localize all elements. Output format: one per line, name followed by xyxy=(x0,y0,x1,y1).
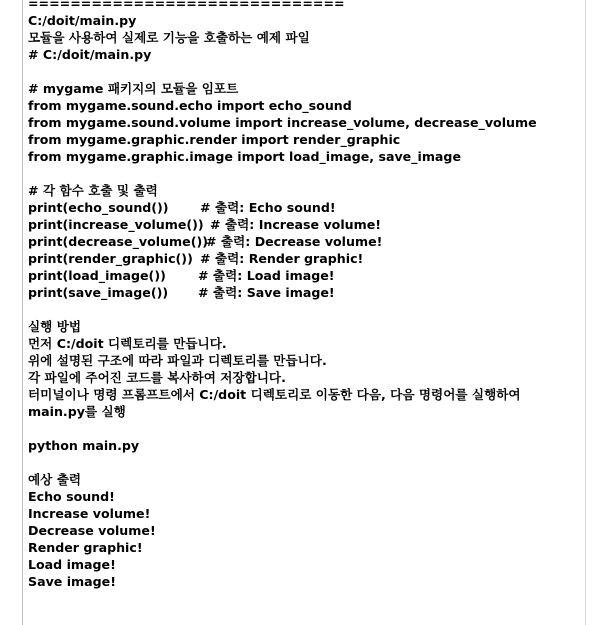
gutter-divider xyxy=(22,0,23,625)
code-line xyxy=(28,267,583,284)
code-line xyxy=(28,233,583,250)
text-line: 모듈을 사용하여 실제로 기능을 호출하는 예제 파일 xyxy=(28,30,310,45)
text-line: ============================== xyxy=(28,0,345,11)
text-line: 먼저 C:/doit 디렉토리를 만듭니다. xyxy=(28,336,227,351)
blank-line xyxy=(28,63,583,80)
text-line: Decrease volume! xyxy=(28,523,156,538)
inline-comment: # 출력: Increase volume! xyxy=(210,217,382,232)
document-body[interactable] xyxy=(28,0,583,590)
blank-line xyxy=(28,454,583,471)
text-line: 예상 출력 xyxy=(28,472,82,487)
text-line: 실행 방법 xyxy=(28,319,82,334)
code-line: python main.py xyxy=(28,438,140,453)
text-line: Load image! xyxy=(28,557,116,572)
code-text: print(decrease_volume()) xyxy=(28,234,208,249)
right-margin-line xyxy=(585,0,586,625)
inline-comment: # 출력: Decrease volume! xyxy=(206,234,383,249)
blank-line xyxy=(28,165,583,182)
code-text: print(load_image()) xyxy=(28,268,166,283)
code-line xyxy=(28,216,583,233)
text-line: Render graphic! xyxy=(28,540,143,555)
text-line: # 각 함수 호출 및 출력 xyxy=(28,183,158,198)
text-line: 터미널이나 명령 프롬프트에서 C:/doit 디렉토리로 이동한 다음, 다음 명령어를 실행하여 xyxy=(28,387,521,402)
code-line xyxy=(28,284,583,301)
editor-gutter xyxy=(0,0,22,625)
code-line: from mygame.sound.volume import increase_volume, decrease_volume xyxy=(28,115,537,130)
blank-line xyxy=(28,420,583,437)
code-line: from mygame.graphic.image import load_image, save_image xyxy=(28,149,461,164)
text-line: 각 파일에 주어진 코드를 복사하여 저장합니다. xyxy=(28,370,286,385)
text-line: C:/doit/main.py xyxy=(28,13,137,28)
text-line: main.py를 실행 xyxy=(28,404,126,419)
code-line: from mygame.graphic.render import render_graphic xyxy=(28,132,401,147)
code-line xyxy=(28,199,583,216)
text-line: Increase volume! xyxy=(28,506,151,521)
text-line: # C:/doit/main.py xyxy=(28,47,152,62)
blank-line xyxy=(28,301,583,318)
code-line xyxy=(28,250,583,267)
code-text: print(save_image()) xyxy=(28,285,169,300)
code-text: print(render_graphic()) xyxy=(28,251,193,266)
text-line: Save image! xyxy=(28,574,116,589)
text-line: Echo sound! xyxy=(28,489,115,504)
code-line: from mygame.sound.echo import echo_sound xyxy=(28,98,352,113)
code-text: print(increase_volume()) xyxy=(28,217,204,232)
inline-comment: # 출력: Render graphic! xyxy=(200,251,364,266)
text-line: # mygame 패키지의 모듈을 임포트 xyxy=(28,81,239,96)
code-text: print(echo_sound()) xyxy=(28,200,169,215)
inline-comment: # 출력: Load image! xyxy=(198,268,335,283)
inline-comment: # 출력: Save image! xyxy=(198,285,335,300)
text-line: 위에 설명된 구조에 따라 파일과 디렉토리를 만듭니다. xyxy=(28,353,327,368)
inline-comment: # 출력: Echo sound! xyxy=(200,200,336,215)
